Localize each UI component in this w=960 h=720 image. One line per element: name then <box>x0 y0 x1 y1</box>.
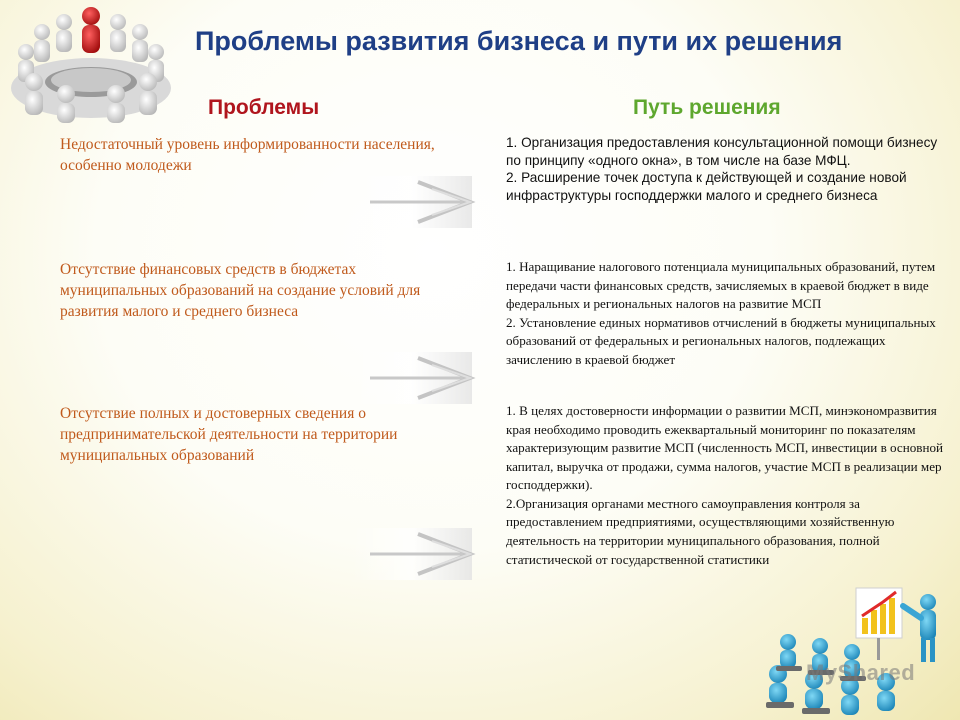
people-circle-meeting-icon <box>6 2 176 124</box>
solution-item: 1. Наращивание налогового потенциала муниципальных образований, путем передачи части финансовых средств, зачисляемых в краевой бюджет в виде федеральных и региональных налогов на развитие МСП <box>506 259 936 312</box>
solution-item: 2. Установление единых нормативов отчислений в бюджеты муниципальных образований от федеральных и региональных налогов, подлежащих зачислению в краевой бюджет <box>506 314 936 367</box>
arrow-right-icon <box>352 348 487 408</box>
watermark-logo: MyShared <box>806 660 916 685</box>
solution-item: 1. Организация предоставления консультационной помощи бизнесу по принципу «одного окна», в том числе на базе МФЦ. <box>506 135 938 168</box>
arrow-right-icon <box>352 172 487 232</box>
problems-header: Проблемы <box>208 96 320 119</box>
solution-item: 2.Организация органами местного самоуправления контроля за предоставлением предприятиями, осуществляющими хозяйственную деятельность на территории муниципального образования, полной статистической от государственной статистики <box>506 495 895 567</box>
solution-item: 1. В целях достоверности информации о развитии МСП, минэкономразвития края необходимо проводить ежеквартальный мониторинг по показателям характеризующим развитие МСП (численность МСП, инвестиции в основной капитал, выручка от продажи, сумма налогов, участие МСП в реализации мер господдержки). <box>506 403 944 493</box>
solutions-header: Путь решения <box>633 96 781 119</box>
problem-text-1: Недостаточный уровень информированности населения, особенно молодежи <box>60 136 435 175</box>
solution-item: 2. Расширение точек доступа к действующей и создание новой инфраструктуры господдержки малого и среднего бизнеса <box>506 170 907 204</box>
slide-title: Проблемы развития бизнеса и пути их решения <box>195 26 843 56</box>
solution-block-1 <box>506 134 946 205</box>
solution-block-3 <box>506 402 946 569</box>
people-presentation-chart-icon <box>758 580 953 718</box>
problem-text-3: Отсутствие полных и достоверных сведения о предпринимательской деятельности на территории муниципальных образований <box>60 405 398 465</box>
solution-block-2 <box>506 258 946 369</box>
problem-text-2: Отсутствие финансовых средств в бюджетах муниципальных образований на создание условий для развития малого и среднего бизнеса <box>60 261 421 321</box>
arrow-right-icon <box>352 524 487 584</box>
